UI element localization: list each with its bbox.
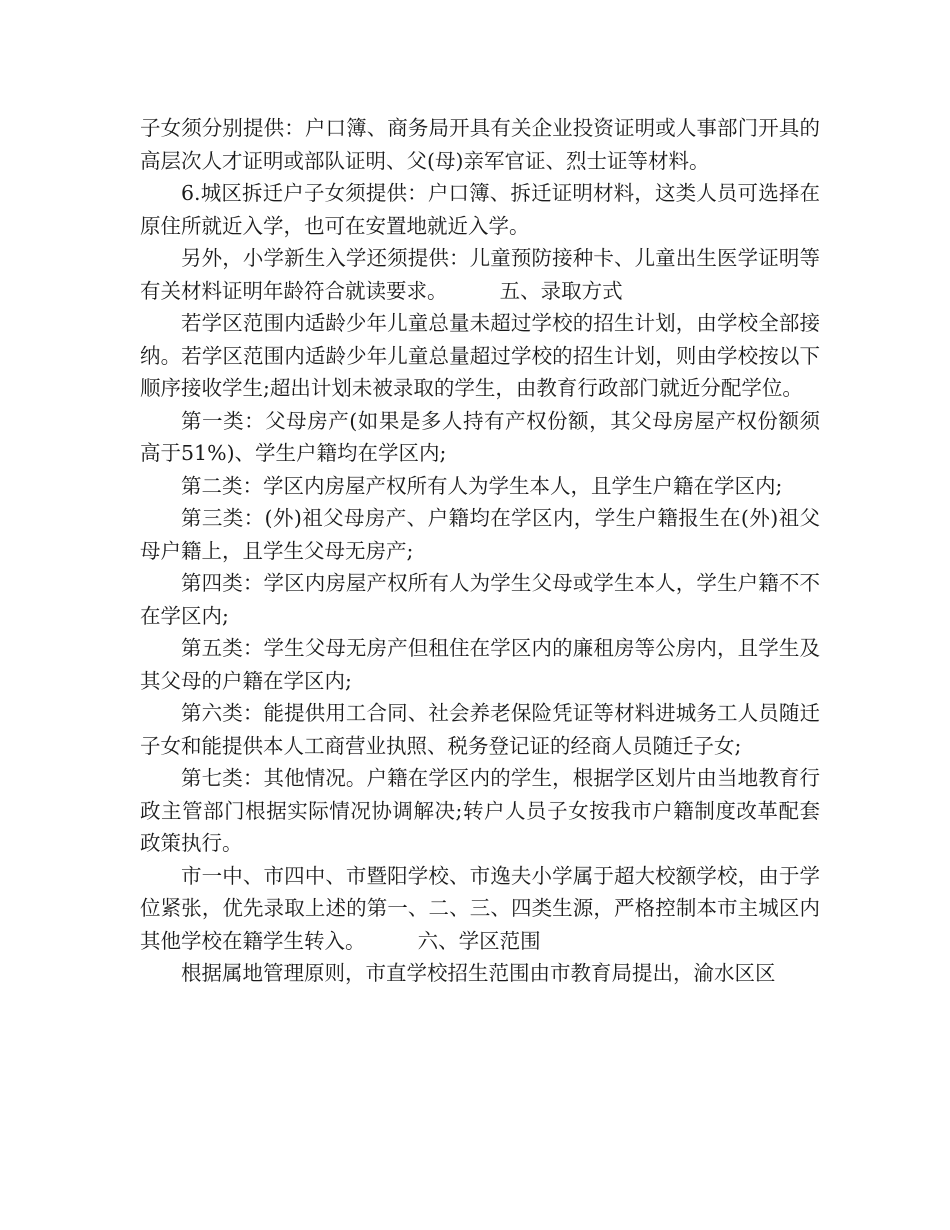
paragraph-8: 第四类：学区内房屋产权所有人为学生父母或学生本人，学生户籍不不在学区内; xyxy=(140,571,820,628)
paragraph-12: 市一中、市四中、市暨阳学校、市逸夫小学属于超大校额学校，由于学位紧张，优先录取上述的第一、二、三、四类生源，严格控制本市主城区内其他学校在籍学生转入。 六、学区范围 xyxy=(140,863,820,953)
paragraph-4: 若学区范围内适龄少年儿童总量未超过学校的招生计划，由学校全部接纳。若学区范围内适龄少年儿童总量超过学校的招生计划，则由学校按以下顺序接收学生;超出计划未被录取的学生，由教育行政部门就近分配学位。 xyxy=(140,311,820,400)
paragraph-11: 第七类：其他情况。户籍在学区内的学生，根据学区划片由当地教育行政主管部门根据实际情况协调解决;转户人员子女按我市户籍制度改革配套政策执行。 xyxy=(140,766,820,855)
paragraph-9: 第五类：学生父母无房产但租住在学区内的廉租房等公房内，且学生及其父母的户籍在学区内; xyxy=(140,636,820,693)
paragraph-3: 另外，小学新生入学还须提供：儿童预防接种卡、儿童出生医学证明等有关材料证明年龄符合就读要求。 五、录取方式 xyxy=(140,246,820,303)
document-page xyxy=(140,112,820,990)
paragraph-1: 子女须分别提供：户口簿、商务局开具有关企业投资证明或人事部门开具的高层次人才证明或部队证明、父(母)亲军官证、烈士证等材料。 xyxy=(140,116,820,173)
paragraph-6: 第二类：学区内房屋产权所有人为学生本人，且学生户籍在学区内; xyxy=(181,473,783,498)
paragraph-10: 第六类：能提供用工合同、社会养老保险凭证等材料进城务工人员随迁子女和能提供本人工商营业执照、税务登记证的经商人员随迁子女; xyxy=(140,701,820,758)
paragraph-2: 6.城区拆迁户子女须提供：户口簿、拆迁证明材料，这类人员可选择在原住所就近入学，也可在安置地就近入学。 xyxy=(140,181,820,238)
paragraph-13: 根据属地管理原则，市直学校招生范围由市教育局提出，渝水区区 xyxy=(181,961,776,985)
paragraph-5: 第一类：父母房产(如果是多人持有产权份额，其父母房屋产权份额须高于51%)、学生户籍均在学区内; xyxy=(140,408,820,465)
paragraph-7: 第三类：(外)祖父母房产、户籍均在学区内，学生户籍报生在(外)祖父母户籍上，且学生父母无房产; xyxy=(140,506,820,563)
